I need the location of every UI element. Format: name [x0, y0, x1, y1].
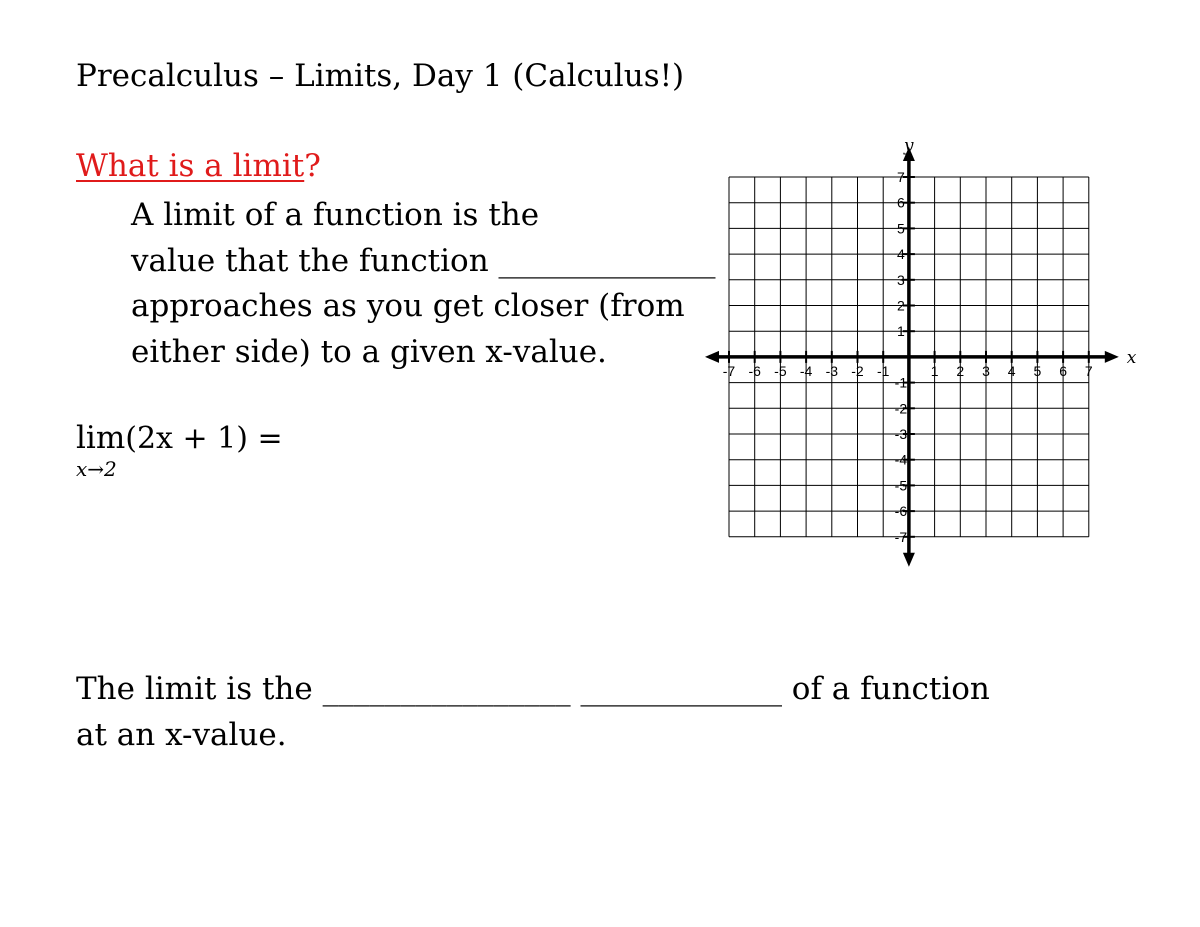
- section-heading-mark: ?: [304, 148, 321, 184]
- y-tick-label: 4: [897, 246, 905, 263]
- coordinate-grid-svg: [705, 138, 1135, 570]
- lim-word: lim: [76, 420, 126, 456]
- x-tick-label: 5: [1033, 362, 1042, 379]
- y-tick-label: 2: [897, 297, 905, 314]
- x-tick-label: 3: [982, 362, 990, 379]
- y-axis-arrow-down-icon: [903, 553, 915, 567]
- x-tick-label: -1: [876, 362, 890, 379]
- x-tick-label: 2: [956, 362, 965, 379]
- x-axis-arrow-left-icon: [705, 351, 719, 363]
- x-axis-arrow-right-icon: [1105, 351, 1119, 363]
- statement-line-1: The limit is the ________________ _____________ of a function: [76, 671, 990, 707]
- x-tick-label: -3: [825, 362, 839, 379]
- y-tick-label: 7: [897, 169, 905, 185]
- coordinate-grid: [705, 138, 1135, 570]
- x-tick-label: -5: [774, 362, 787, 379]
- section-heading-text: What is a limit: [76, 148, 305, 184]
- lim-block: [76, 420, 126, 481]
- lim-function-expression: (2x + 1) =: [125, 421, 283, 456]
- definition-line: approaches as you get closer (from: [131, 288, 685, 324]
- y-tick-label: 5: [897, 220, 905, 237]
- y-tick-label: -2: [894, 400, 908, 417]
- definition-text: [131, 193, 716, 375]
- definition-line: value that the function ______________: [131, 242, 716, 279]
- lim-subscript: x→2: [76, 457, 117, 481]
- x-tick-label: 6: [1059, 362, 1067, 379]
- y-tick-label: 6: [897, 194, 905, 211]
- definition-line: either side) to a given x-value.: [131, 333, 607, 370]
- y-tick-label: 1: [897, 323, 905, 340]
- y-tick-label: -6: [894, 503, 908, 520]
- y-tick-label: -4: [894, 451, 908, 468]
- y-axis-label: y: [903, 136, 914, 156]
- x-tick-label: -4: [799, 362, 813, 379]
- definition-line: A limit of a function is the: [131, 197, 540, 233]
- limit-statement: [76, 666, 990, 758]
- limit-expression: [76, 420, 283, 481]
- x-tick-label: 7: [1084, 362, 1093, 379]
- x-axis-label: x: [1126, 347, 1137, 368]
- x-tick-label: -7: [722, 362, 736, 379]
- x-tick-label: 1: [930, 362, 939, 379]
- section-heading: [76, 148, 321, 184]
- x-tick-label: 4: [1007, 362, 1016, 379]
- y-tick-label: -1: [894, 374, 908, 391]
- y-tick-label: 3: [897, 271, 905, 288]
- page-title: Precalculus – Limits, Day 1 (Calculus!): [76, 58, 685, 94]
- x-tick-label: -6: [748, 362, 761, 379]
- x-tick-label: -2: [851, 362, 864, 379]
- statement-line-2: at an x-value.: [76, 717, 287, 753]
- y-tick-label: -5: [894, 477, 908, 494]
- y-tick-label: -7: [894, 528, 908, 545]
- y-tick-label: -3: [894, 426, 908, 442]
